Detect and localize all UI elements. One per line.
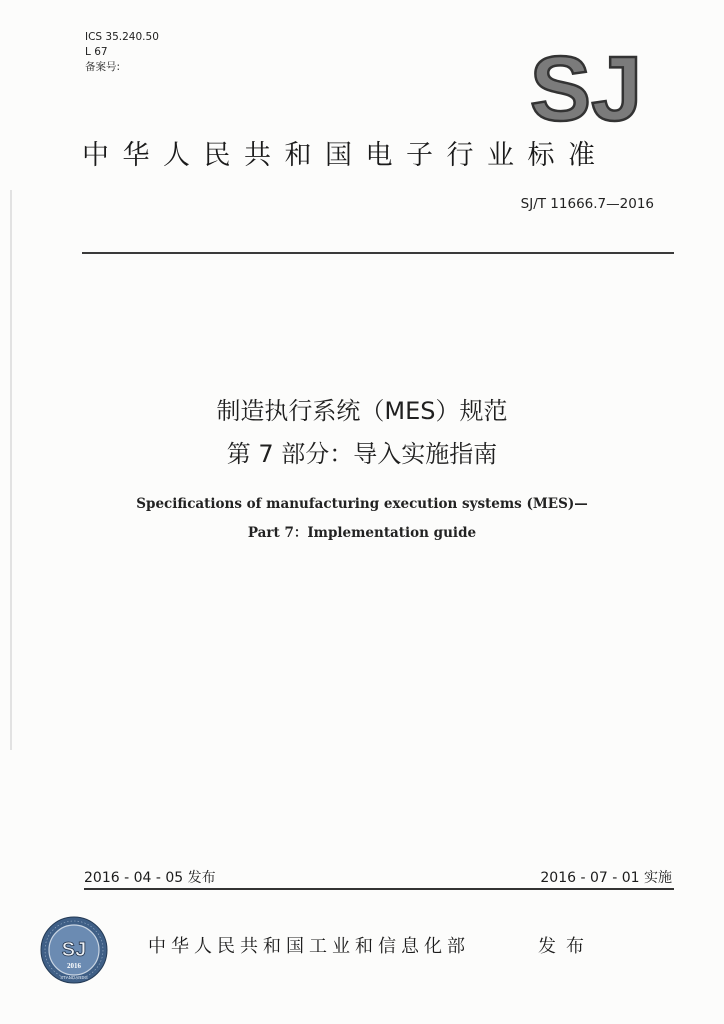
standard-category-title: 中华人民共和国电子行业标准 [82, 140, 609, 171]
ministry-seal-icon [40, 916, 108, 984]
chinese-title-line-2: 第 7 部分：导入实施指南 [226, 440, 498, 468]
classification-block [85, 30, 159, 75]
english-title-line-2: Part 7：Implementation guide [247, 525, 477, 541]
chinese-title-line-1: 制造执行系统（MES）规范 [216, 397, 508, 425]
publication-date: 2016 - 04 - 05 发布 [84, 870, 216, 886]
ics-code: ICS 35.240.50 [85, 31, 159, 43]
implementation-date: 2016 - 07 - 01 实施 [540, 870, 672, 886]
ccs-code: L 67 [85, 46, 108, 58]
footer-divider [84, 888, 674, 890]
header-divider [82, 252, 674, 254]
sj-logo [530, 46, 642, 126]
standard-number: SJ/T 11666.7—2016 [520, 196, 654, 212]
filing-number-label: 备案号: [85, 61, 121, 73]
scan-shadow-edge [10, 190, 12, 750]
seal-logo-text: SJ [61, 939, 87, 961]
sj-logo-text: SJ [530, 46, 642, 126]
issuing-authority: 中华人民共和国工业和信息化部 [148, 936, 470, 957]
english-title-line-1: Specifications of manufacturing execution systems (MES)— [136, 496, 588, 512]
seal-year: 2016 [67, 962, 81, 970]
seal-ring-text: STANDARDS [60, 975, 88, 980]
issue-label: 发布 [538, 936, 594, 957]
